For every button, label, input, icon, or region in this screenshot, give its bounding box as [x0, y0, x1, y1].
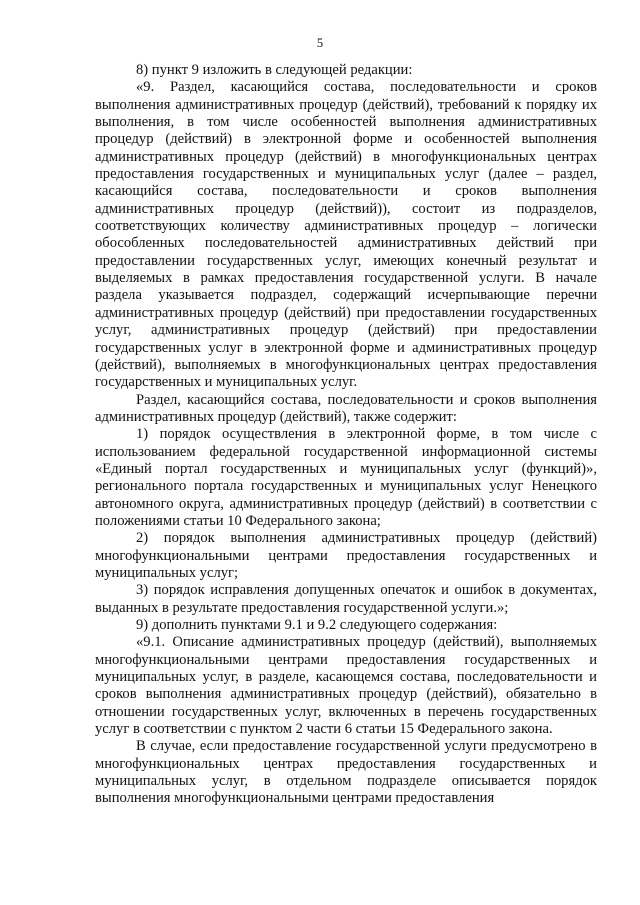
- paragraph-subitem-3: 3) порядок исправления допущенных опечаток и ошибок в документах, выданных в результате предоставления государственной услуги.»;: [95, 582, 597, 616]
- paragraph-item-9-intro: 9) дополнить пунктами 9.1 и 9.2 следующего содержания:: [136, 617, 498, 633]
- paragraph-subitem-2: 2) порядок выполнения административных процедур (действий) многофункциональными центрами предоставления государственных и муниципальных услуг;: [95, 530, 597, 581]
- paragraph-section-9-1: «9.1. Описание административных процедур (действий), выполняемых многофункциональными центрами предоставления государственных и муниципальных услуг, в разделе, касающемся состава, последовательности и сроков выполнения административных процедур (действий), обязательно в отношении государственных услуг, включенных в перечень государственных услуг в соответствии с пунктом 2 части 6 статьи 15 Федерального закона.: [95, 634, 597, 738]
- paragraph-mfc-case: В случае, если предоставление государственной услуги предусмотрено в многофункциональных центрах предоставления государственных и муниципальных услуг, в отдельном подразделе описывается порядок выполнения многофункциональными центрами предоставления: [95, 738, 597, 807]
- paragraph-item-8-intro: 8) пункт 9 изложить в следующей редакции:: [136, 62, 413, 78]
- paragraph-subitem-1: 1) порядок осуществления в электронной форме, в том числе с использованием федеральной государственной информационной системы «Единый портал государственных и муниципальных услуг (функций)», регионального портала государственных и муниципальных услуг Ненецкого автономного округа, административных процедур (действий) в соответствии с положениями статьи 10 Федерального закона;: [95, 426, 597, 529]
- paragraph-section-9-definition: «9. Раздел, касающийся состава, последовательности и сроков выполнения административных процедур (действий), требований к порядку их выполнения, в том числе особенностей выполнения административных процедур (действий) в электронной форме и особенностей выполнения административных процедур (действий) в многофункциональных центрах предоставления государственных и муниципальных услуг (далее – раздел, касающийся состава, последовательности и сроков выполнения административных процедур (действий)), состоит из подразделов, соответствующих количеству административных процедур – логически обособленных последовательностей административных действий при предоставлении государственных услуг, имеющих конечный результат и выделяемых в рамках предоставления государственной услуги. В начале раздела указывается подраздел, содержащий исчерпывающие перечни административных процедур (действий) при предоставлении государственных услуг, административных процедур (действий) при предоставлении государственных услуг в электронной форме и административных процедур (действий), выполняемых в многофункциональных центрах предоставления государственных и муниципальных услуг.: [95, 79, 597, 391]
- paragraph-section-contents-intro: Раздел, касающийся состава, последовательности и сроков выполнения административных процедур (действий), также содержит:: [95, 391, 597, 425]
- page-number: 5: [316, 36, 324, 50]
- document-body: [95, 62, 597, 808]
